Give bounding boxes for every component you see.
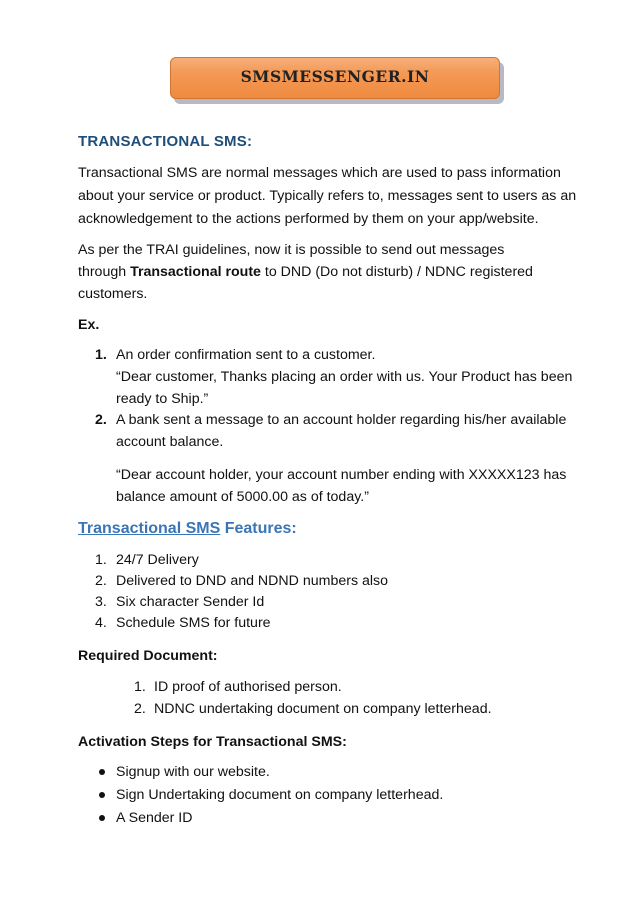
transactional-route-text: Transactional route: [130, 264, 261, 280]
bullet-icon: [99, 769, 105, 775]
feature-number-3: 3.: [95, 594, 107, 610]
example-2-quote-line-1: “Dear account holder, your account number ending with XXXXX123 has: [116, 467, 567, 483]
transactional-sms-link[interactable]: Transactional SMS: [78, 520, 221, 537]
activation-steps-heading: Activation Steps for Transactional SMS:: [78, 734, 347, 750]
feature-number-2: 2.: [95, 573, 107, 589]
features-heading-rest: Features:: [220, 520, 297, 537]
required-number-2: 2.: [134, 701, 146, 717]
intro-line-1: Transactional SMS are normal messages which are used to pass information: [78, 165, 561, 181]
required-number-1: 1.: [134, 679, 146, 695]
feature-number-1: 1.: [95, 552, 107, 568]
intro-line-3: acknowledgement to the actions performed by them on your app/website.: [78, 211, 539, 227]
trai-line-3: customers.: [78, 286, 148, 302]
trai-line-1: As per the TRAI guidelines, now it is possible to send out messages: [78, 242, 505, 258]
example-2-line-1: A bank sent a message to an account holder regarding his/her available: [116, 412, 567, 428]
example-label: Ex.: [78, 317, 100, 333]
bullet-icon: [99, 815, 105, 821]
activation-step-1: Signup with our website.: [116, 764, 270, 780]
required-document-heading: Required Document:: [78, 648, 218, 664]
example-number-2: 2.: [95, 412, 107, 428]
feature-item-3: Six character Sender Id: [116, 594, 265, 610]
example-2-quote-line-2: balance amount of 5000.00 as of today.”: [116, 489, 369, 505]
example-2-line-2: account balance.: [116, 434, 224, 450]
feature-number-4: 4.: [95, 615, 107, 631]
trai-line-2-pre: through: [78, 264, 131, 280]
example-1-line-3: ready to Ship.”: [116, 391, 209, 407]
example-number-1: 1.: [95, 347, 107, 363]
example-1-line-1: An order confirmation sent to a customer.: [116, 347, 376, 363]
feature-item-4: Schedule SMS for future: [116, 615, 271, 631]
site-title: SMSMESSENGER.IN: [170, 57, 500, 99]
intro-line-2: about your service or product. Typically refers to, messages sent to users as an: [78, 188, 577, 204]
trai-line-2: [78, 262, 533, 282]
feature-item-2: Delivered to DND and NDND numbers also: [116, 573, 389, 589]
trai-line-2-post: to DND (Do not disturb) / NDNC registered: [260, 264, 533, 280]
features-heading: [78, 520, 297, 538]
bullet-icon: [99, 792, 105, 798]
feature-item-1: 24/7 Delivery: [116, 552, 199, 568]
section-heading-transactional-sms: TRANSACTIONAL SMS:: [78, 133, 253, 150]
activation-step-3: A Sender ID: [116, 810, 193, 826]
example-1-line-2: “Dear customer, Thanks placing an order with us. Your Product has been: [116, 369, 573, 385]
required-item-2: NDNC undertaking document on company letterhead.: [154, 701, 492, 717]
header-banner: [170, 57, 506, 105]
required-item-1: ID proof of authorised person.: [154, 679, 342, 695]
activation-step-2: Sign Undertaking document on company letterhead.: [116, 787, 444, 803]
